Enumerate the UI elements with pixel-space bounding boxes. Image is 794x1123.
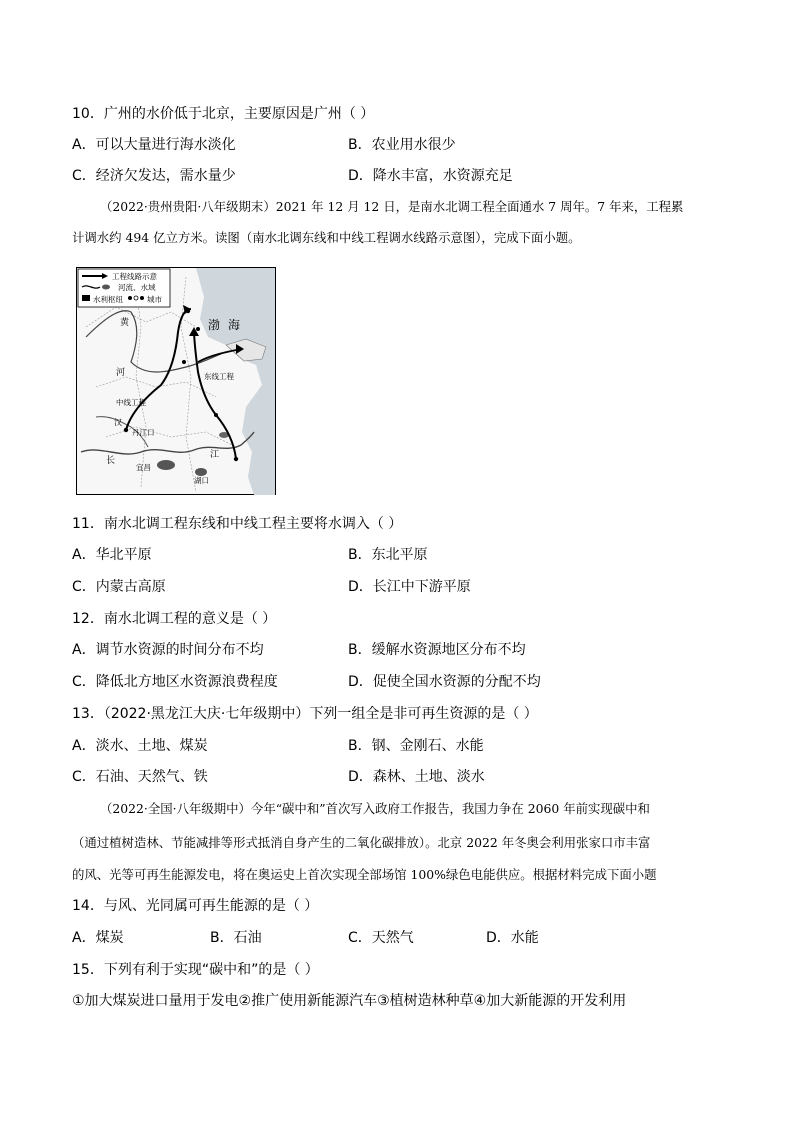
q11-option-c: C．内蒙古高原 bbox=[72, 579, 166, 595]
q13-option-a: A．淡水、土地、煤炭 bbox=[72, 738, 208, 754]
south-north-water-diversion-map bbox=[76, 267, 276, 495]
map-label-east-line: 东线工程 bbox=[204, 372, 234, 381]
map-label-han: 汉 bbox=[114, 418, 122, 427]
q14-option-c: C．天然气 bbox=[348, 930, 414, 946]
q12-option-a: A．调节水资源的时间分布不均 bbox=[72, 642, 264, 658]
q14-option-a: A．煤炭 bbox=[72, 930, 124, 946]
legend-route-label: 工程线路示意 bbox=[112, 272, 157, 281]
q12-stem: 12．南水北调工程的意义是（ ） bbox=[72, 611, 277, 627]
q12-option-d: D．促使全国水资源的分配不均 bbox=[348, 674, 541, 690]
map-label-danjiangkou: 丹江口 bbox=[132, 428, 155, 437]
legend-hub-label: 水利枢纽 bbox=[93, 295, 123, 304]
q10-option-c: C．经济欠发达，需水量少 bbox=[72, 168, 236, 184]
map-label-chang: 长 bbox=[106, 456, 116, 466]
q15-stem: 15．下列有利于实现“碳中和”的是（ ） bbox=[72, 962, 319, 978]
legend-city-label: 城市 bbox=[147, 295, 162, 304]
q10-option-a: A．可以大量进行海水淡化 bbox=[72, 137, 236, 153]
q14-stem: 14．与风、光同属可再生能源的是（ ） bbox=[72, 898, 319, 914]
material1-line1: （2022·贵州贵阳·八年级期末）2021 年 12 月 12 日，是南水北调工程全面通水 7 周年。7 年来，工程累 bbox=[100, 199, 684, 214]
q12-option-c: C．降低北方地区水资源浪费程度 bbox=[72, 674, 278, 690]
q13-option-c: C．石油、天然气、铁 bbox=[72, 769, 208, 785]
material2-line3: 的风、光等可再生能源发电，将在奥运史上首次实现全部场馆 100%绿色电能供应。根据材料完成下面小题 bbox=[72, 867, 657, 882]
q11-option-a: A．华北平原 bbox=[72, 547, 152, 563]
q14-option-d: D．水能 bbox=[486, 930, 539, 946]
q11-option-b: B．东北平原 bbox=[348, 547, 428, 563]
legend-river-label: 河流、水域 bbox=[118, 283, 156, 292]
q11-stem: 11．南水北调工程东线和中线工程主要将水调入（ ） bbox=[72, 516, 403, 532]
map-label-bohai-1: 渤 bbox=[208, 318, 221, 332]
map-label-yichang: 宜昌 bbox=[136, 463, 151, 472]
q11-option-d: D．长江中下游平原 bbox=[348, 579, 471, 595]
q12-option-b: B．缓解水资源地区分布不均 bbox=[348, 642, 526, 658]
q13-option-b: B．钢、金刚石、水能 bbox=[348, 738, 484, 754]
q15-items: ①加大煤炭进口量用于发电②推广使用新能源汽车③植树造林种草④加大新能源的开发利用 bbox=[72, 993, 627, 1009]
material2-line2: （通过植树造林、节能减排等形式抵消自身产生的二氧化碳排放）。北京 2022 年冬奥会利用张家口市丰富 bbox=[72, 835, 651, 850]
q10-option-d: D．降水丰富，水资源充足 bbox=[348, 168, 513, 184]
q10-option-b: B．农业用水很少 bbox=[348, 137, 456, 153]
q10-stem: 10．广州的水价低于北京，主要原因是广州（ ） bbox=[72, 106, 375, 122]
map-label-jiang: 江 bbox=[210, 450, 220, 460]
material2-line1: （2022·全国·八年级期中）今年“碳中和”首次写入政府工作报告，我国力争在 2060 年前实现碳中和 bbox=[100, 801, 650, 816]
map-label-huang: 黄 bbox=[120, 318, 130, 328]
q14-option-b: B．石油 bbox=[210, 930, 262, 946]
map-label-middle-line: 中线工程 bbox=[116, 398, 146, 407]
q13-option-d: D．森林、土地、淡水 bbox=[348, 769, 485, 785]
material1-line2: 计调水约 494 亿立方米。读图（南水北调东线和中线工程调水线路示意图），完成下面小题。 bbox=[72, 230, 581, 245]
q13-stem: 13．（2022·黑龙江大庆·七年级期中）下列一组全是非可再生资源的是（ ） bbox=[72, 706, 538, 722]
map-label-bohai-2: 海 bbox=[228, 318, 241, 332]
map-label-he: 河 bbox=[116, 368, 126, 378]
map-label-hukou: 湖口 bbox=[194, 476, 209, 485]
